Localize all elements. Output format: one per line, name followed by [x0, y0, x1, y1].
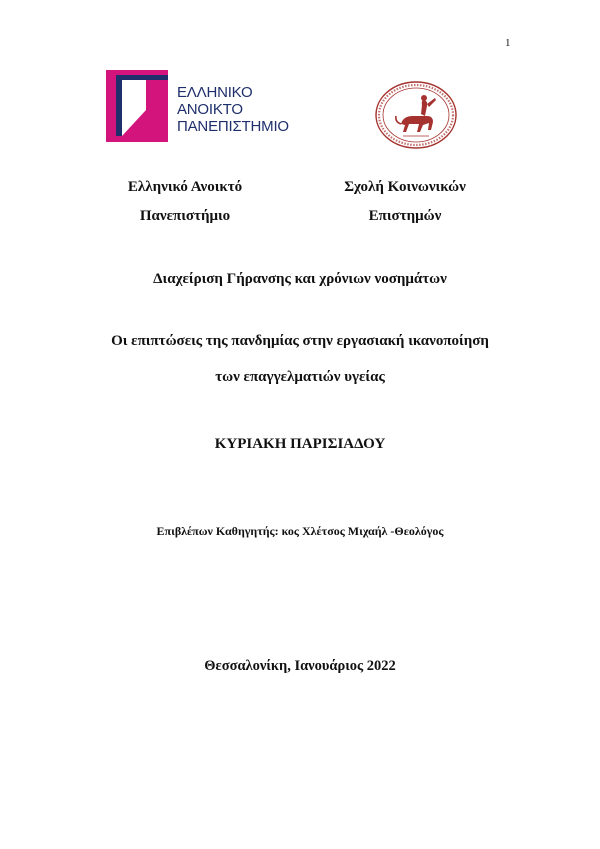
logo-line-3: ΠΑΝΕΠΙΣΤΗΜΙΟ — [177, 118, 289, 135]
page-number: 1 — [505, 37, 511, 49]
logo-line-1: ΕΛΛΗΝΙΚΟ — [177, 84, 253, 101]
thesis-title-line-2: των επαγγελματιών υγείας — [215, 369, 385, 385]
header-left — [100, 173, 270, 231]
header-right-line-2: Επιστημών — [368, 208, 442, 224]
supervisor: Επιβλέπων Καθηγητής: κος Χλέτσος Μιχαήλ -Θεολόγος — [156, 524, 444, 538]
header-right-line-1: Σχολή Κοινωνικών — [344, 179, 466, 195]
hou-logo-mark-icon — [106, 70, 176, 142]
header-left-line-2: Πανεπιστήμιο — [139, 208, 231, 224]
university-of-thessaly-seal — [373, 80, 459, 150]
header-right — [320, 173, 490, 231]
logo-line-2: ΑΝΟΙΚΤΟ — [177, 101, 243, 118]
hellenic-open-university-logo — [106, 70, 296, 142]
course-title: Διαχείριση Γήρανσης και χρόνιων νοσημάτων — [153, 271, 447, 287]
thesis-title-line-1: Οι επιπτώσεις της πανδημίας στην εργασιακή ικανοποίηση — [111, 333, 489, 349]
centaur-seal-icon — [373, 80, 459, 150]
place-date: Θεσσαλονίκη, Ιανουάριος 2022 — [204, 658, 396, 674]
logo-wordmark — [177, 84, 289, 135]
header-left-line-1: Ελληνικό Ανοικτό — [127, 179, 243, 195]
author-name: ΚΥΡΙΑΚΗ ΠΑΡΙΣΙΑΔΟΥ — [214, 436, 386, 452]
